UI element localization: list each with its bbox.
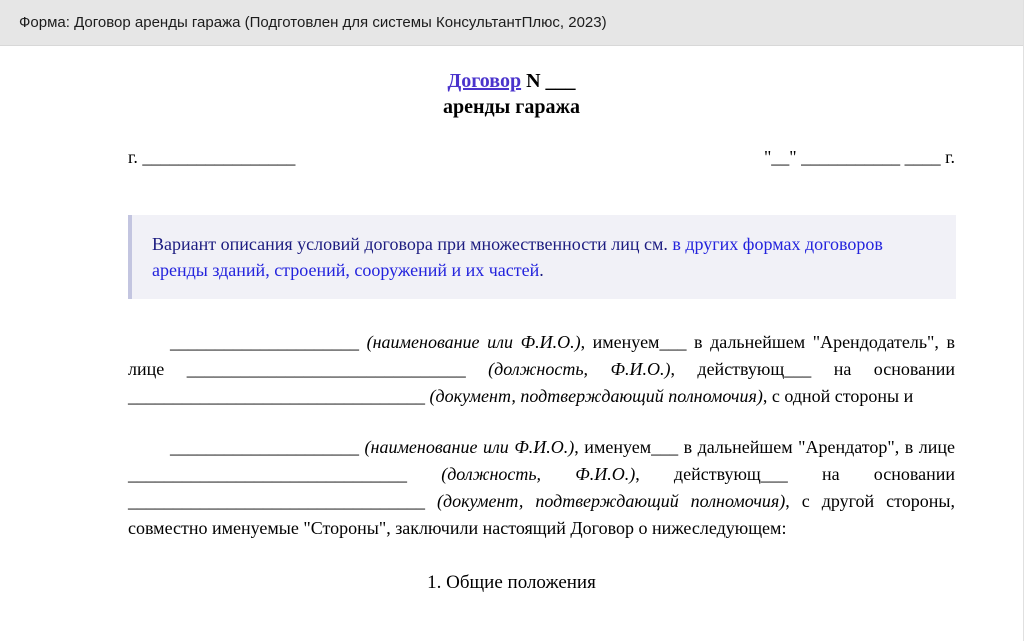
tenant-name-blank[interactable]: _____________________	[170, 436, 359, 457]
landlord-name-hint: (наименование или Ф.И.О.)	[366, 331, 581, 352]
note-lead-text: Вариант описания условий договора при множественности лиц см.	[152, 233, 673, 254]
tenant-text-3: , с другой стороны, совместно именуемые "Стороны", заключили настоящий Договор о нижеследующем:	[128, 490, 955, 538]
landlord-doc-blank[interactable]: _________________________________	[128, 385, 425, 406]
tenant-text-1: , именуем___ в дальнейшем "Арендатор", в лице	[574, 436, 955, 457]
tenant-rep-hint: (должность, Ф.И.О.)	[441, 463, 636, 484]
landlord-rep-blank[interactable]: _______________________________	[186, 358, 466, 379]
place-date-row	[0, 147, 1023, 173]
document-content	[0, 68, 1023, 594]
landlord-text-3: , с одной стороны и	[762, 385, 914, 406]
landlord-rep-hint: (должность, Ф.И.О.)	[488, 358, 671, 379]
document-title-line1	[0, 68, 1023, 94]
section-1-heading: 1. Общие положения	[427, 571, 596, 593]
landlord-name-blank[interactable]: _____________________	[170, 331, 359, 352]
window-titlebar	[0, 0, 1023, 46]
document-title-link[interactable]: Договор	[447, 70, 522, 92]
paragraph-tenant	[128, 434, 955, 542]
tenant-doc-hint: (документ, подтверждающий полномочия)	[436, 490, 786, 511]
landlord-text-1: , именуем___ в дальнейшем "Арендодатель", в лице	[128, 331, 956, 379]
window-title-text: Форма: Договор аренды гаража (Подготовлен для системы КонсультантПлюс, 2023)	[19, 13, 607, 31]
place-field[interactable]: г. _________________	[128, 146, 296, 167]
landlord-doc-hint: (документ, подтверждающий полномочия)	[429, 385, 763, 406]
paragraph-landlord	[128, 329, 955, 410]
tenant-name-hint: (наименование или Ф.И.О.)	[364, 436, 575, 457]
document-title-number: N ___	[521, 70, 576, 92]
date-field[interactable]: "__" ___________ ____ г.	[763, 146, 955, 167]
document-title-line2: аренды гаража	[443, 96, 580, 119]
tenant-doc-blank[interactable]: _________________________________	[128, 490, 425, 511]
note-link[interactable]: в других формах договоров аренды зданий, строений, сооружений и их частей	[152, 233, 883, 280]
info-note-box	[128, 215, 956, 299]
landlord-text-2: , действующ___ на основании	[670, 358, 955, 379]
note-trailing-text: .	[539, 259, 544, 280]
tenant-text-2: , действующ___ на основании	[635, 463, 956, 484]
tenant-rep-blank[interactable]: _______________________________	[128, 463, 407, 484]
